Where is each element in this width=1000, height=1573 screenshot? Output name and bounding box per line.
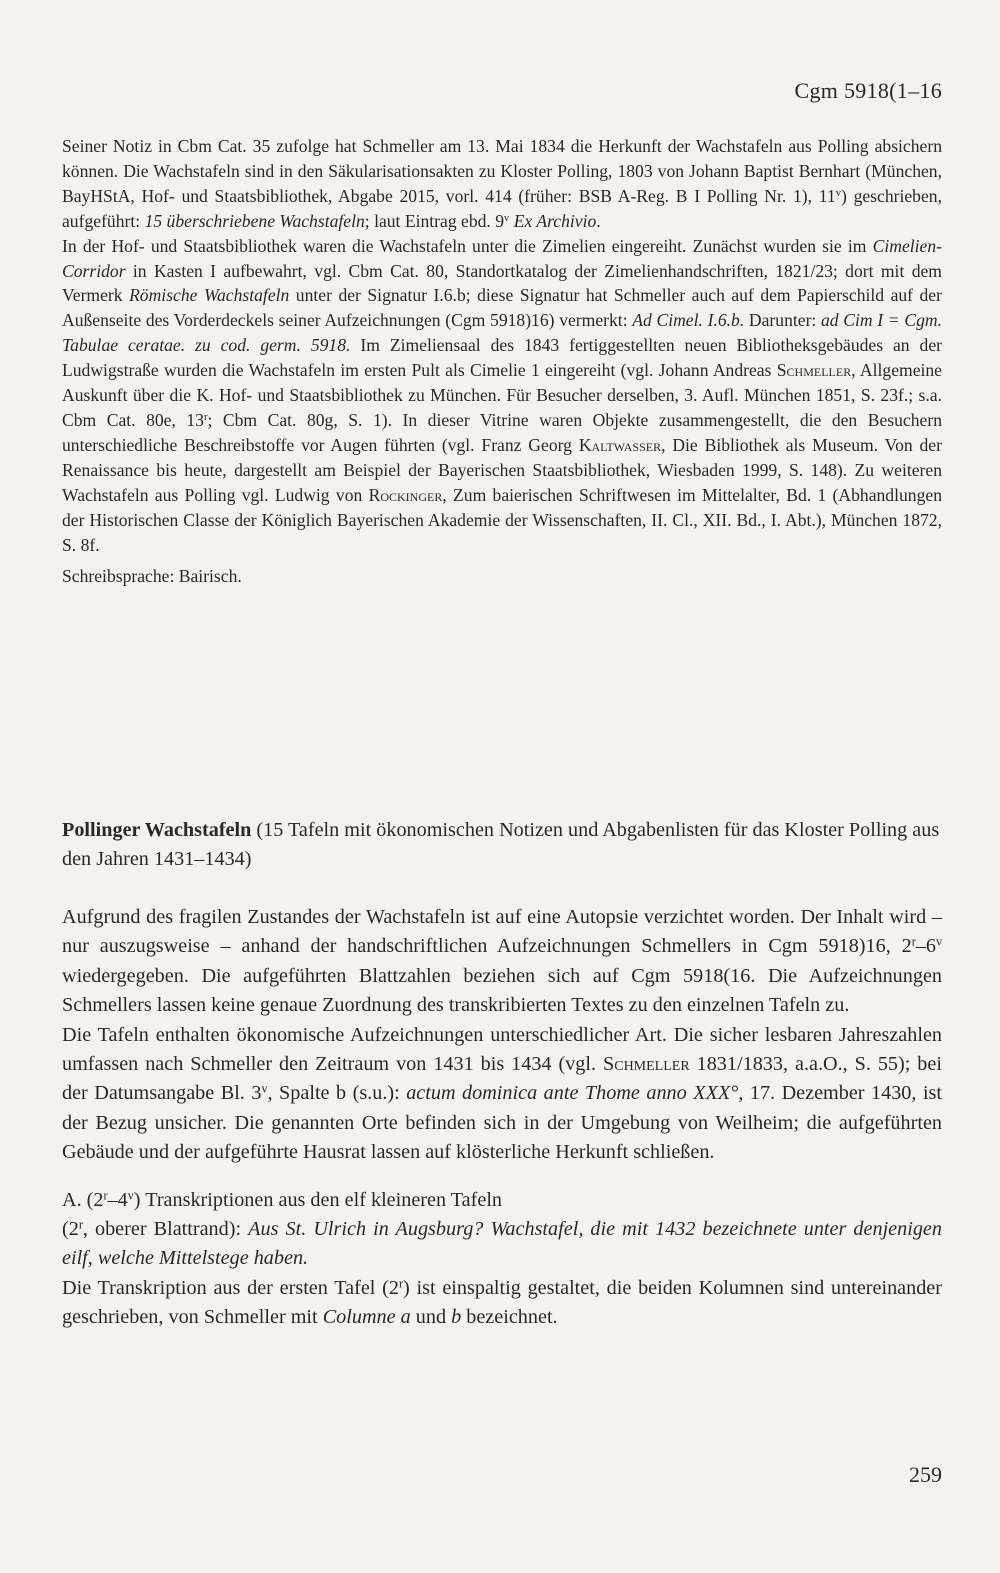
page-number: 259 xyxy=(909,1462,942,1487)
section-a-note: (2$^r$, oberer Blattrand): Aus St. Ulrich in Augsburg? Wachstafel, die mit 1432 bezeichnete unter denjenigen eilf, welche Mittelstege haben. xyxy=(62,1217,942,1270)
body-paragraph-1: Aufgrund des fragilen Zustandes der Wachstafeln ist auf eine Autopsie verzichtet worden. Der Inhalt wird – nur auszugsweise – anhand der handschriftlichen Aufzeichnungen Schmellers in Cgm 5918)16, 2$^r$–6$^v$ wiedergegeben. Die aufgeführten Blattzahlen beziehen sich auf Cgm 5918(16. Die Aufzeichnungen Schmellers lassen keine genaue Zuordnung des transkribierten Textes zu den einzelnen Tafeln zu. xyxy=(62,906,942,1017)
section-a-description: Die Transkription aus der ersten Tafel (2$^r$) ist einspaltig gestaltet, die beiden Kolumnen sind untereinander geschrieben, von Schmeller mit Columne a und b bezeichnet. xyxy=(62,1276,942,1329)
library-history-note: In der Hof- und Staatsbibliothek waren die Wachstafeln unter die Zimelien eingereiht. Zunächst wurden sie im Cimelien-Corridor in Kasten I aufbewahrt, vgl. Cbm Cat. 80, Standortkatalog der Zimelienhandschriften, 1821/23; dort mit dem Vermerk Römische Wachstafeln unter der Signatur I.6.b; diese Signatur hat Schmeller auch auf dem Papierschild auf der Außenseite des Vorderdeckels seiner Aufzeichnungen (Cgm 5918)16) vermerkt: Ad Cimel. I.6.b. Darunter: ad Cim I = Cgm. Tabulae ceratae. zu cod. germ. 5918. Im Zimeliensaal des 1843 fertiggestellten neuen Bibliotheksgebäudes an der Ludwigstraße wurden die Wachstafeln im ersten Pult als Cimelie 1 eingereiht (vgl. Johann Andreas Schmeller, Allgemeine Auskunft über die K. Hof- und Staatsbibliothek zu München. Für Besucher derselben, 3. Aufl. München 1851, S. 23f.; s.a. Cbm Cat. 80e, 13$^r$; Cbm Cat. 80g, S. 1). In dieser Vitrine waren Objekte zusammengestellt, die den Besuchern unterschiedliche Beschreibstoffe vor Augen führten (vgl. Franz Georg Kaltwasser, Die Bibliothek als Museum. Von der Renaissance bis heute, dargestellt am Beispiel der Bayerischen Staatsbibliothek, Wiesbaden 1999, S. 148). Zu weiteren Wachstafeln aus Polling vgl. Ludwig von Rockinger, Zum baierischen Schriftwesen im Mittelalter, Bd. 1 (Abhandlungen der Historischen Classe der Königlich Bayerischen Akademie der Wissenschaften, II. Cl., XII. Bd., I. Abt.), München 1872, S. 8f. xyxy=(62,235,942,555)
language-note: Schreibsprache: Bairisch. xyxy=(62,566,242,587)
entry-subtitle: (15 Tafeln mit ökonomischen Notizen und Abgabenlisten für das Kloster Polling aus den Jahren 1431–1434) xyxy=(62,819,940,871)
section-a-heading: A. (2$^r$–4$^v$) Transkriptionen aus den elf kleineren Tafeln xyxy=(62,1188,503,1211)
running-header: Cgm 5918(1–16 xyxy=(794,78,942,103)
provenance-note: Seiner Notiz in Cbm Cat. 35 zufolge hat Schmeller am 13. Mai 1834 die Herkunft der Wachstafeln aus Polling absichern können. Die Wachstafeln sind in den Säkularisationsakten zu Kloster Polling, 1803 von Johann Baptist Bernhart (München, BayHStA, Hof- und Staatsbibliothek, Abgabe 2015, vorl. 414 (früher: BSB A-Reg. B I Polling Nr. 1), 11$^v$) geschrieben, aufgeführt: 15 überschriebene Wachstafeln; laut Eintrag ebd. 9$^v$ Ex Archivio. xyxy=(62,136,942,231)
entry-heading xyxy=(62,816,942,875)
entry-title: Pollinger Wachstafeln xyxy=(62,819,252,841)
body-paragraph-2: Die Tafeln enthalten ökonomische Aufzeichnungen unterschiedlicher Art. Die sicher lesbaren Jahreszahlen umfassen nach Schmeller den Zeitraum von 1431 bis 1434 (vgl. Schmeller 1831/1833, a.a.O., S. 55); bei der Datumsangabe Bl. 3$^v$, Spalte b (s.u.): actum dominica ante Thome anno XXX°, 17. Dezember 1430, ist der Bezug unsicher. Die genannten Orte befinden sich in der Umgebung von Weilheim; die aufgeführten Gebäude und der aufgeführte Hausrat lassen auf klösterliche Herkunft schließen. xyxy=(62,1023,943,1164)
body-section xyxy=(62,903,942,1333)
notes-section xyxy=(62,134,942,589)
